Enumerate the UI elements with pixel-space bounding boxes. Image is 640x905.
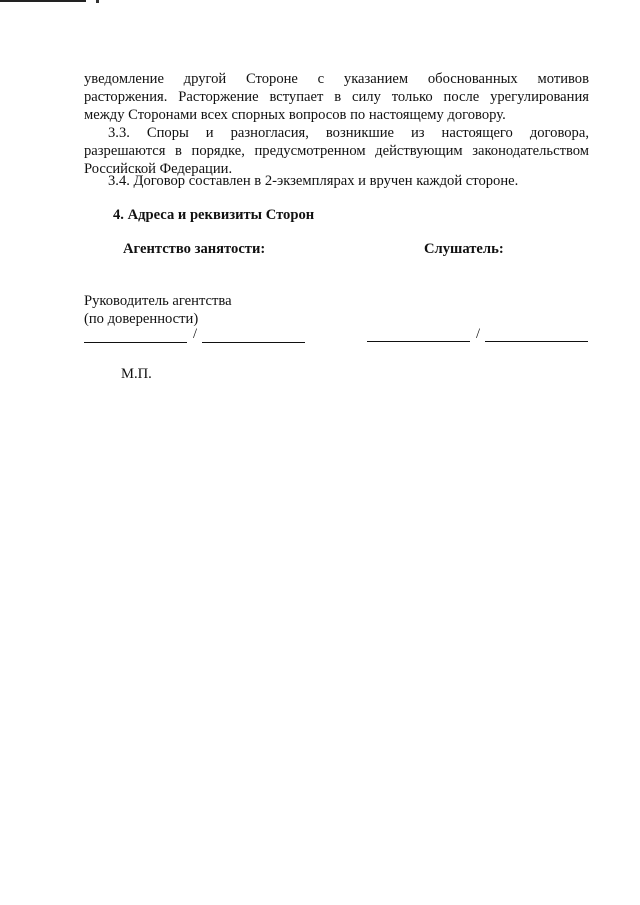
signature-separator: /	[476, 326, 481, 342]
scan-artifact-dot	[96, 0, 99, 3]
paragraph-disputes	[84, 124, 589, 178]
text-line: уведомление другой Стороне с указанием обоснованных мотивов	[84, 71, 589, 87]
text-line: 3.4. Договор составлен в 2-экземплярах и вручен каждой стороне.	[108, 173, 519, 189]
signatory-role: Руководитель агентства	[84, 293, 232, 309]
signatory-authority-note: (по доверенности)	[84, 311, 199, 327]
scan-artifact-line	[0, 0, 86, 2]
text-line: Российской Федерации.	[84, 161, 233, 177]
text-line: между Сторонами всех спорных вопросов по настоящему договору.	[84, 107, 506, 123]
text-line: расторжения. Расторжение вступает в силу только после урегулирования	[84, 89, 589, 105]
text-line: 3.3. Споры и разногласия, возникшие из настоящего договора,	[108, 125, 589, 141]
stamp-placeholder: М.П.	[121, 366, 152, 382]
agency-name-line	[202, 342, 305, 343]
paragraph-copies	[84, 172, 589, 190]
listener-name-line	[485, 341, 588, 342]
party-listener-label: Слушатель:	[424, 241, 504, 257]
paragraph-termination	[84, 70, 589, 124]
listener-signature-line	[367, 341, 470, 342]
party-agency-label: Агентство занятости:	[123, 241, 266, 257]
agency-signature-line	[84, 342, 187, 343]
section-heading: 4. Адреса и реквизиты Сторон	[113, 207, 315, 223]
text-line: разрешаются в порядке, предусмотренном действующим законодательством	[84, 143, 589, 159]
signature-separator: /	[193, 326, 198, 342]
